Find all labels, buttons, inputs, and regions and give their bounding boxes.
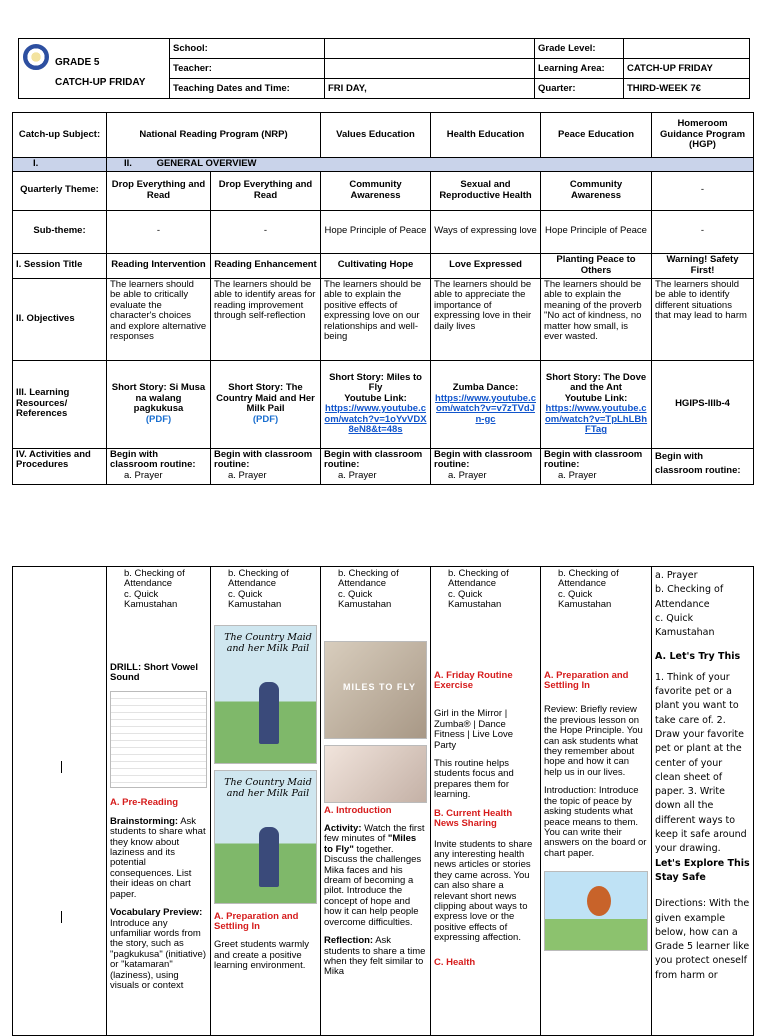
theme-nrp1: Drop Everything and Read (107, 171, 211, 210)
begin-routine: Begin with classroom routine: (544, 448, 643, 470)
book-cover-title: The Country Maid and her Milk Pail (224, 776, 312, 799)
lower-values (321, 567, 431, 1036)
vocab-paragraph (110, 908, 207, 991)
school-logo-cell (19, 39, 170, 99)
band-general-overview (107, 158, 754, 172)
subtheme-nrp2: - (211, 210, 321, 253)
objectives-nrp1: The learners should be able to critically evaluate the character's choices and explore alternative responses (107, 278, 211, 360)
theme-label: Quarterly Theme: (13, 171, 107, 210)
checking-item: b. Checking of Attendance (448, 568, 509, 590)
subject-label: Catch-up Subject: (13, 113, 107, 158)
prep-text: Greet students warmly and create a positive learning environment. (214, 939, 310, 972)
prayer-item: a. Prayer (338, 469, 377, 481)
session-nrp2: Reading Enhancement (211, 253, 321, 278)
quarter-label: Quarter: (535, 79, 624, 99)
resources-health: Zumba Dance: (452, 382, 519, 393)
col-nrp-header: National Reading Program (NRP) (107, 113, 321, 158)
lower-peace (541, 567, 652, 1036)
text-cursor-mark (61, 911, 62, 923)
band-roman-i: I. (13, 158, 107, 172)
objectives-peace: The learners should be able to explain the meaning of the proverb "No act of kindness, no matter how small, is ever wasted. (541, 278, 652, 360)
objectives-label: II. Objectives (13, 278, 107, 360)
session-label: I. Session Title (13, 253, 107, 278)
school-label: School: (170, 39, 325, 59)
drill-title: DRILL: Short Vowel Sound (110, 661, 198, 684)
col-health-header: Health Education (431, 113, 541, 158)
kamustahan-item: c. Quick Kamustahan (124, 588, 178, 611)
pre-reading-title: A. Pre-Reading (110, 797, 179, 809)
activities-peace (541, 448, 652, 484)
video-thumbnail-image[interactable] (324, 641, 427, 739)
prayer-item: a. Prayer (558, 469, 597, 481)
prep-title: A. Preparation and Settling In (214, 910, 299, 933)
try-this-title: A. Let's Try This (655, 651, 741, 663)
col-peace-header: Peace Education (541, 113, 652, 158)
teacher-value (325, 59, 535, 79)
grade-level-value (624, 39, 750, 59)
theme-peace: Community Awareness (541, 171, 652, 210)
begin-routine: Begin with classroom routine: (110, 448, 196, 470)
reflection-text: Ask students to share a time when they felt similar to Mika (324, 935, 426, 978)
theme-nrp2: Drop Everything and Read (211, 171, 321, 210)
try-this-text: 1. Think of your favorite pet or a plant you want to take care of. 2. Draw your favorite pet or plant at the center of your clean sheet of paper. 3. Write down all the different ways to keep it safe around your drawing. (655, 671, 747, 855)
hgp-checking: b. Checking of Attendance (655, 584, 724, 610)
routine-exercise-text: Girl in the Mirror | Zumba® | Dance Fitness | Live Love Party (434, 708, 514, 751)
objectives-nrp2: The learners should be able to identify areas for reading improvement through self-reflection (211, 278, 321, 360)
lesson-plan-continuation (12, 566, 754, 1036)
checking-item: b. Checking of Attendance (338, 568, 399, 590)
grade-level-label: Grade Level: (535, 39, 624, 59)
activity-text: Watch the first few minutes of (324, 823, 425, 845)
activities-nrp1 (107, 448, 211, 484)
reflection-paragraph (324, 936, 427, 978)
activities-label: IV. Activities and Procedures (13, 448, 107, 484)
routine-exercise-purpose: This routine helps students focus and prepares them for learning. (434, 758, 514, 801)
subtheme-label: Sub-theme: (13, 210, 107, 253)
activity-title: Activity: (324, 823, 362, 835)
checking-item: b. Checking of Attendance (124, 568, 185, 590)
resources-hgp: HGIPS-IIIb-4 (652, 360, 754, 448)
lower-nrp2 (211, 567, 321, 1036)
kamustahan-item: c. Quick Kamustahan (558, 588, 612, 611)
checking-item: b. Checking of Attendance (228, 568, 289, 590)
resources-nrp2-cell (211, 360, 321, 448)
activities-health (431, 448, 541, 484)
resources-nrp2-pdf-link[interactable]: (PDF) (252, 413, 279, 425)
paper-plane-image (324, 745, 427, 803)
kamustahan-item: c. Quick Kamustahan (228, 588, 282, 611)
resources-health-cell (431, 360, 541, 448)
objectives-health: The learners should be able to appreciate the importance of expressing love in their daily lives (431, 278, 541, 360)
deped-seal-icon (23, 44, 49, 70)
session-values: Cultivating Hope (321, 253, 431, 278)
dates-label: Teaching Dates and Time: (170, 79, 325, 99)
theme-values: Community Awareness (321, 171, 431, 210)
subtheme-peace: Hope Principle of Peace (541, 210, 652, 253)
lower-hgp (652, 567, 754, 1036)
band-roman-ii: II. (124, 158, 132, 169)
subtheme-values: Hope Principle of Peace (321, 210, 431, 253)
news-sharing-title: B. Current Health News Sharing (434, 807, 513, 830)
begin-routine: Begin with classroom routine: (324, 448, 423, 470)
brainstorm-title: Brainstorming: (110, 815, 179, 827)
explore-title: Let's Explore This Stay Safe (655, 857, 750, 883)
kamustahan-item: c. Quick Kamustahan (448, 588, 502, 611)
routine-exercise-title: A. Friday Routine Exercise (434, 669, 513, 692)
theme-health: Sexual and Reproductive Health (431, 171, 541, 210)
band-title: GENERAL OVERVIEW (156, 158, 257, 169)
activities-hgp (652, 448, 754, 484)
resources-peace-link[interactable]: https://www.youtube.com/watch?v=TpLhLBhFTag (544, 403, 648, 435)
lower-nrp1 (107, 567, 211, 1036)
intro-title: A. Introduction (324, 804, 392, 816)
begin-routine: Begin with classroom routine: (434, 448, 533, 470)
activities-values (321, 448, 431, 484)
resources-peace-cell (541, 360, 652, 448)
header-table (18, 38, 750, 99)
col-values-header: Values Education (321, 113, 431, 158)
resources-nrp1-pdf-link[interactable]: (PDF) (145, 413, 172, 425)
theme-hgp: - (652, 171, 754, 210)
text-cursor-mark (61, 761, 62, 773)
activity-rest: together. Discuss the challenges Mika faces and his dream of becoming a pilot. Introduce the concept of hope and how it can help people overcome difficulties. (324, 843, 422, 928)
learning-area-value: CATCH-UP FRIDAY (624, 59, 750, 79)
subtheme-nrp1: - (107, 210, 211, 253)
brainstorm-paragraph (110, 817, 207, 900)
resources-label: III. Learning Resources/ References (13, 360, 107, 448)
book-cover-image (214, 625, 317, 764)
session-hgp: Warning! Safety First! (652, 253, 754, 278)
quarter-value: THIRD-WEEK 7€ (624, 79, 750, 99)
lower-health (431, 567, 541, 1036)
resources-peace-yt-label: Youtube Link: (564, 392, 628, 404)
session-health: Love Expressed (431, 253, 541, 278)
session-nrp1: Reading Intervention (107, 253, 211, 278)
news-sharing-text: Invite students to share any interesting health news articles or stories they came across. You can also share a relevant short news clipping about ways to express love or the positive effects of expressing affection. (434, 838, 533, 944)
resources-nrp2: Short Story: The Country Maid and Her Milk Pail (216, 382, 315, 414)
health-c-title: C. Health (434, 956, 476, 968)
peace-review: Review: Briefly review the previous lesson on the Hope Principle. You can ask students what they remember about hope and how it can help us in our lives. (544, 704, 643, 778)
objectives-hgp: The learners should be able to identify different situations that may lead to harm (652, 278, 754, 360)
peace-intro: Introduction: Introduce the topic of peace by asking students what peace means to them. You can write their answers on the board or chart paper. (544, 785, 647, 859)
lesson-plan-table (12, 112, 754, 485)
subtheme-health: Ways of expressing love (431, 210, 541, 253)
school-value (325, 39, 535, 59)
grade-label: GRADE 5 (55, 57, 100, 68)
resources-values-cell (321, 360, 431, 448)
activity-paragraph (324, 824, 427, 928)
book-cover-image (214, 770, 317, 904)
hgp-kamustahan: c. Quick Kamustahan (655, 612, 715, 639)
begin-routine: Begin with classroom routine: (214, 448, 313, 470)
resources-values: Short Story: Miles to Fly (329, 371, 422, 393)
activity-bold: "Miles to Fly" (324, 833, 417, 855)
prayer-item: a. Prayer (228, 469, 267, 481)
resources-values-link[interactable]: https://www.youtube.com/watch?v=1oYvVDX8eN8&t=48s (324, 403, 427, 435)
resources-nrp1: Short Story: Si Musa na walang pagkukusa (111, 382, 206, 414)
video-thumbnail-caption: MILES TO FLY (343, 681, 417, 692)
objectives-values: The learners should be able to explain the positive effects of expressing love on our relationships and well-being (321, 278, 431, 360)
session-peace: Planting Peace to Others (541, 253, 652, 278)
prayer-item: a. Prayer (124, 469, 163, 481)
activities-nrp2 (211, 448, 321, 484)
teacher-label: Teacher: (170, 59, 325, 79)
peace-prep-title: A. Preparation and Settling In (544, 669, 629, 692)
vocab-title: Vocabulary Preview: (110, 907, 203, 919)
vocab-text: Introduce any unfamiliar words from the story, such as "pagkukusa" (initiative) or "katamaran" (laziness), using visuals or context (110, 917, 206, 991)
resources-peace: Short Story: The Dove and the Ant (545, 371, 647, 393)
col-hgp-header: Homeroom Guidance Program (HGP) (652, 113, 754, 158)
program-label: CATCH-UP FRIDAY (55, 77, 146, 88)
dove-ant-video-image[interactable] (544, 871, 648, 951)
reflection-title: Reflection: (324, 935, 374, 947)
drill-worksheet-image (110, 691, 207, 788)
milkmaid-figure-icon (259, 827, 279, 887)
brainstorm-text: Ask students to share what they know about laziness and its potential consequences. List their ideas on chart paper. (110, 815, 206, 900)
lower-label-cell (13, 567, 107, 1036)
learning-area-label: Learning Area: (535, 59, 624, 79)
kamustahan-item: c. Quick Kamustahan (338, 588, 392, 611)
resources-health-link[interactable]: https://www.youtube.com/watch?v=v7zTVdJn-gc (435, 392, 536, 425)
checking-item: b. Checking of Attendance (558, 568, 619, 590)
subtheme-hgp: - (652, 210, 754, 253)
hgp-prayer: a. Prayer (655, 570, 698, 581)
begin-routine: Begin with classroom routine: (655, 450, 741, 476)
dates-value: FRI DAY, (325, 79, 535, 99)
milkmaid-figure-icon (259, 682, 279, 744)
ant-character-icon (587, 886, 611, 916)
prayer-item: a. Prayer (448, 469, 487, 481)
directions-text: Directions: With the given example below, how can a Grade 5 learner like you protect oneself from harm or (655, 898, 750, 981)
resources-nrp1-cell (107, 360, 211, 448)
resources-values-yt-label: Youtube Link: (344, 392, 407, 404)
book-cover-title: The Country Maid and her Milk Pail (224, 631, 312, 654)
